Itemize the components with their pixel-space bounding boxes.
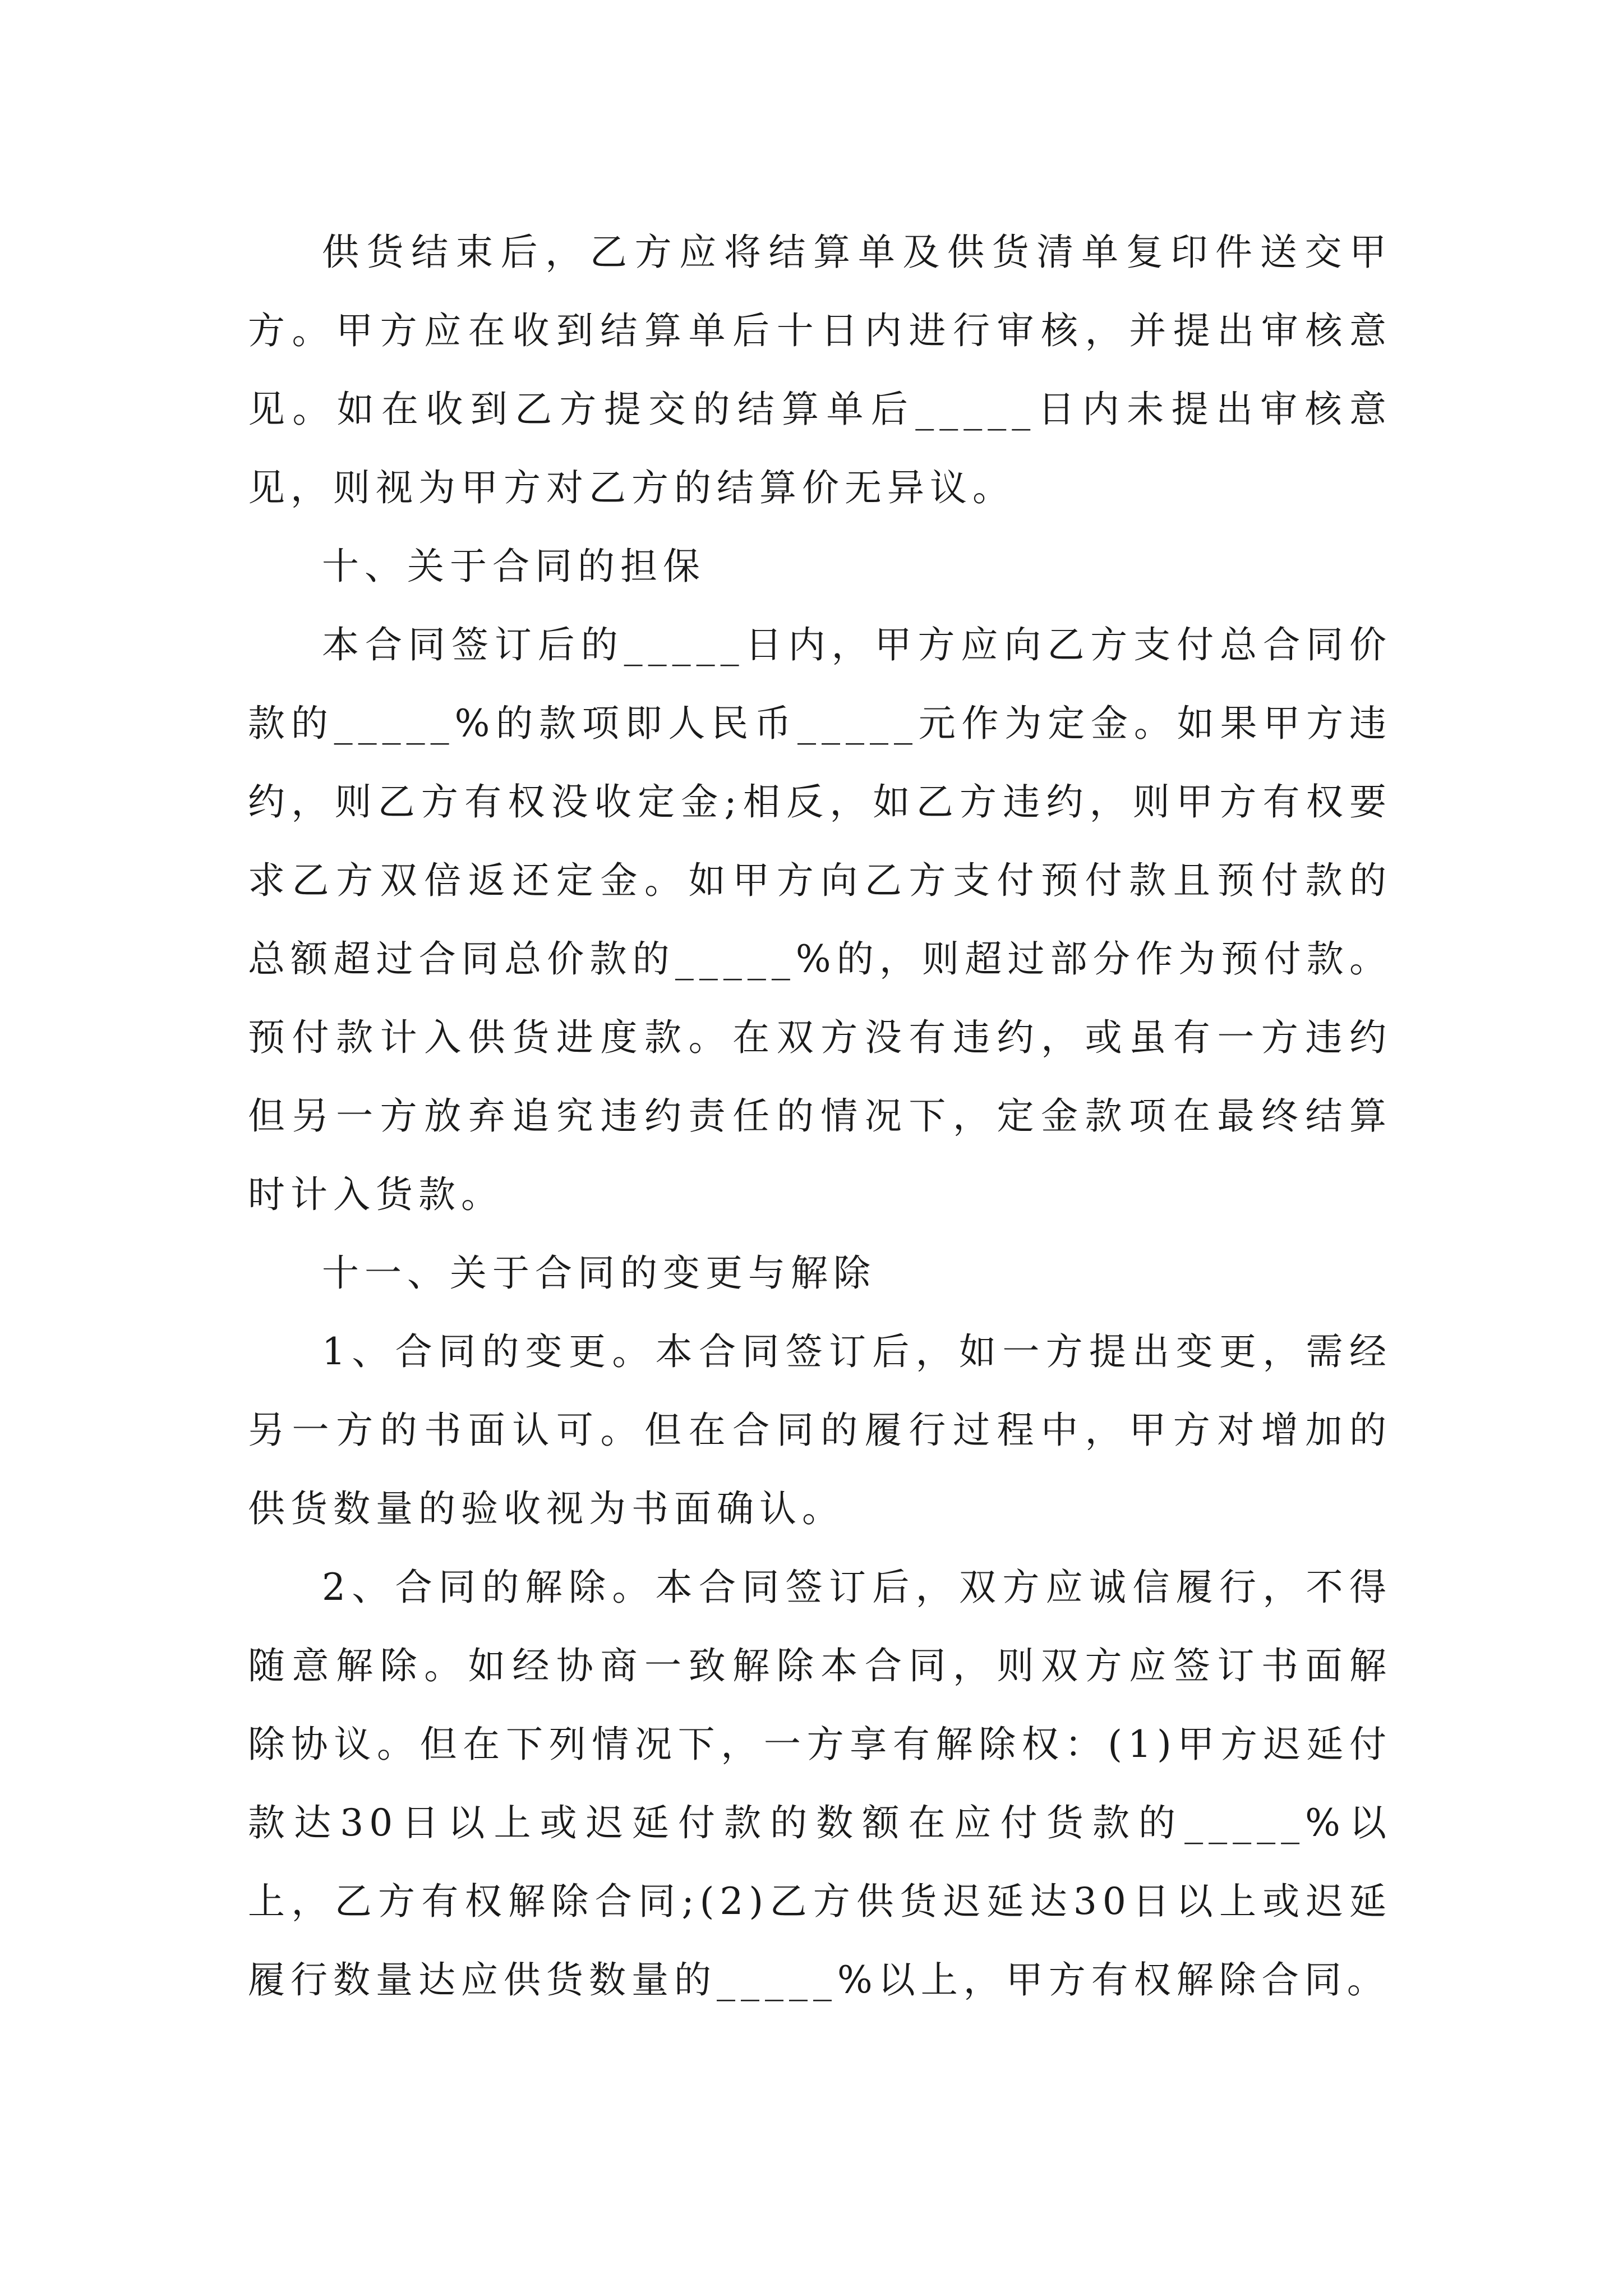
- paragraph-deposit: 本合同签订后的_____日内，甲方应向乙方支付总合同价款的_____%的款项即人民币_____元作为定金。如果甲方违约，则乙方有权没收定金;相反，如乙方违约，则甲方有权要求乙方双倍返还定金。如甲方向乙方支付预付款且预付款的总额超过合同总价款的_____%的，则超过部分作为预付款。预付款计入供货进度款。在双方没有违约，或虽有一方违约但另一方放弃追究违约责任的情况下，定金款项在最终结算时计入货款。: [248, 623, 1392, 1216]
- document-page: [248, 213, 1392, 2019]
- section-heading-guarantee: 十、关于合同的担保: [322, 545, 706, 588]
- paragraph-contract-termination: 2、合同的解除。本合同签订后，双方应诚信履行，不得随意解除。如经协商一致解除本合同，则双方应签订书面解除协议。但在下列情况下，一方享有解除权：(1)甲方迟延付款达30日以上或迟延付款的数额在应付货款的_____%以上，乙方有权解除合同;(2)乙方供货迟延达30日以上或迟延履行数量达应供货数量的_____%以上，甲方有权解除合同。: [248, 1566, 1392, 2001]
- section-heading-change-termination: 十一、关于合同的变更与解除: [322, 1251, 876, 1295]
- paragraph-contract-change: 1、合同的变更。本合同签订后，如一方提出变更，需经另一方的书面认可。但在合同的履行过程中，甲方对增加的供货数量的验收视为书面确认。: [248, 1330, 1392, 1530]
- paragraph-settlement-review: 供货结束后，乙方应将结算单及供货清单复印件送交甲方。甲方应在收到结算单后十日内进行审核，并提出审核意见。如在收到乙方提交的结算单后_____日内未提出审核意见，则视为甲方对乙方的结算价无异议。: [248, 231, 1392, 509]
